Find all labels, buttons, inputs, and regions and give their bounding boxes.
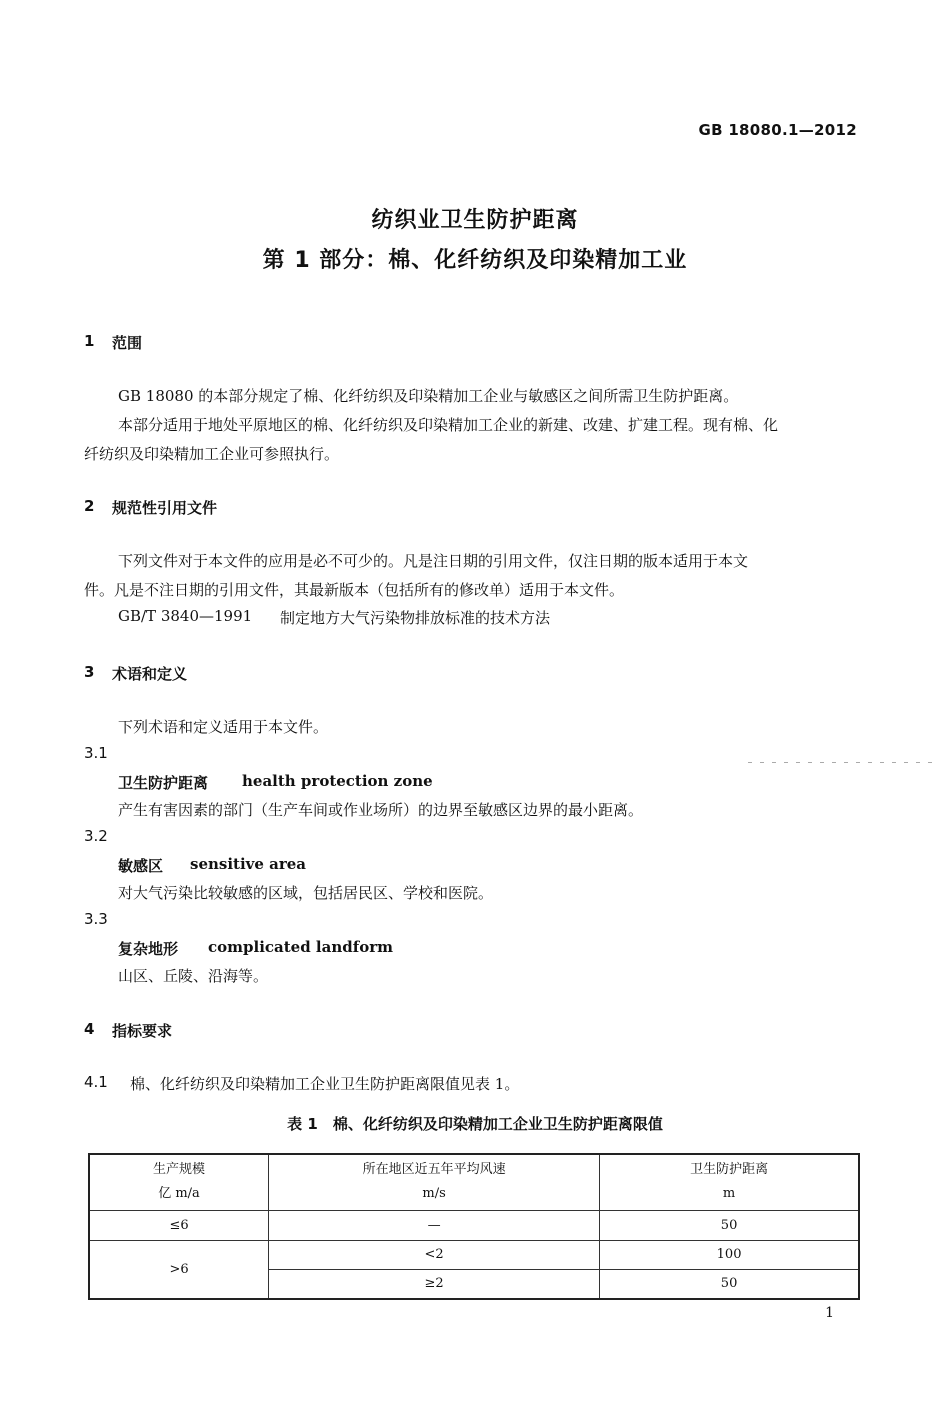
- standard-code: GB 18080.1—2012: [698, 121, 857, 139]
- header-unit: m: [722, 1186, 736, 1202]
- section-2-heading: 规范性引用文件: [112, 499, 218, 517]
- table-cell: >6: [89, 1240, 269, 1299]
- table-cell: <2: [269, 1240, 600, 1269]
- reference-title: 制定地方大气污染物排放标准的技术方法: [280, 609, 551, 627]
- header-cell: [269, 1154, 600, 1210]
- section-1-heading: 范围: [112, 334, 143, 352]
- table-cell: —: [269, 1210, 600, 1240]
- term-2-number: 3.2: [84, 827, 108, 845]
- section-1-paragraph-1: GB 18080 的本部分规定了棉、化纤纺织及印染精加工企业与敏感区之间所需卫生防护距离。: [118, 387, 739, 405]
- table-cell: 50: [600, 1210, 859, 1240]
- section-3-number: 3: [84, 663, 95, 681]
- table-cell: ≤6: [89, 1210, 269, 1240]
- table-cell: ≥2: [269, 1269, 600, 1299]
- table-cell: 50: [600, 1269, 859, 1299]
- reference-code: GB/T 3840—1991: [118, 607, 253, 625]
- term-2-chinese: 敏感区: [118, 857, 164, 875]
- term-3-chinese: 复杂地形: [118, 940, 179, 958]
- term-3-number: 3.3: [84, 910, 108, 928]
- header-name: 所在地区近五年平均风速: [362, 1162, 506, 1178]
- table-row: [89, 1240, 859, 1269]
- clause-4-1-number: 4.1: [84, 1073, 108, 1091]
- term-2-definition: 对大气污染比较敏感的区域，包括居民区、学校和医院。: [118, 884, 494, 902]
- section-4-heading: 指标要求: [112, 1022, 173, 1040]
- term-1-number: 3.1: [84, 744, 108, 762]
- header-name: 生产规模: [153, 1162, 206, 1178]
- header-unit: m/s: [422, 1186, 446, 1202]
- section-1-paragraph-2-line-2: 纤纺织及印染精加工企业可参照执行。: [84, 445, 340, 463]
- section-2-number: 2: [84, 497, 95, 515]
- document-title: 纺织业卫生防护距离: [371, 208, 579, 233]
- section-1-number: 1: [84, 332, 95, 350]
- term-3-english: complicated landform: [208, 938, 393, 956]
- table-row: [89, 1210, 859, 1240]
- term-1-definition: 产生有害因素的部门（生产车间或作业场所）的边界至敏感区边界的最小距离。: [118, 801, 644, 819]
- term-2-english: sensitive area: [190, 855, 307, 873]
- page-number: 1: [825, 1305, 834, 1321]
- document-subtitle: 第 1 部分：棉、化纤纺织及印染精加工业: [262, 248, 688, 273]
- section-2-paragraph-line-1: 下列文件对于本文件的应用是必不可少的。凡是注日期的引用文件，仅注日期的版本适用于本文: [118, 552, 749, 570]
- section-3-intro: 下列术语和定义适用于本文件。: [118, 718, 329, 736]
- clause-4-1-text: 棉、化纤纺织及印染精加工企业卫生防护距离限值见表 1。: [130, 1075, 520, 1093]
- header-unit: 亿 m/a: [158, 1186, 200, 1202]
- limit-table: [88, 1153, 860, 1300]
- term-3-definition: 山区、丘陵、沿海等。: [118, 967, 269, 985]
- table-header-row: [89, 1154, 859, 1210]
- section-2-paragraph-line-2: 件。凡是不注日期的引用文件，其最新版本（包括所有的修改单）适用于本文件。: [84, 581, 625, 599]
- header-name: 卫生防护距离: [690, 1162, 769, 1178]
- section-3-heading: 术语和定义: [112, 665, 188, 683]
- section-4-number: 4: [84, 1020, 95, 1038]
- term-1-chinese: 卫生防护距离: [118, 774, 209, 792]
- term-1-english: health protection zone: [242, 772, 433, 790]
- table-caption: 表 1 棉、化纤纺织及印染精加工企业卫生防护距离限值: [287, 1115, 663, 1133]
- table-cell: 100: [600, 1240, 859, 1269]
- section-1-paragraph-2-line-1: 本部分适用于地处平原地区的棉、化纤纺织及印染精加工企业的新建、改建、扩建工程。现有棉、化: [118, 416, 779, 434]
- scan-artifact: [748, 762, 938, 763]
- header-cell: [89, 1154, 269, 1210]
- header-cell: [600, 1154, 859, 1210]
